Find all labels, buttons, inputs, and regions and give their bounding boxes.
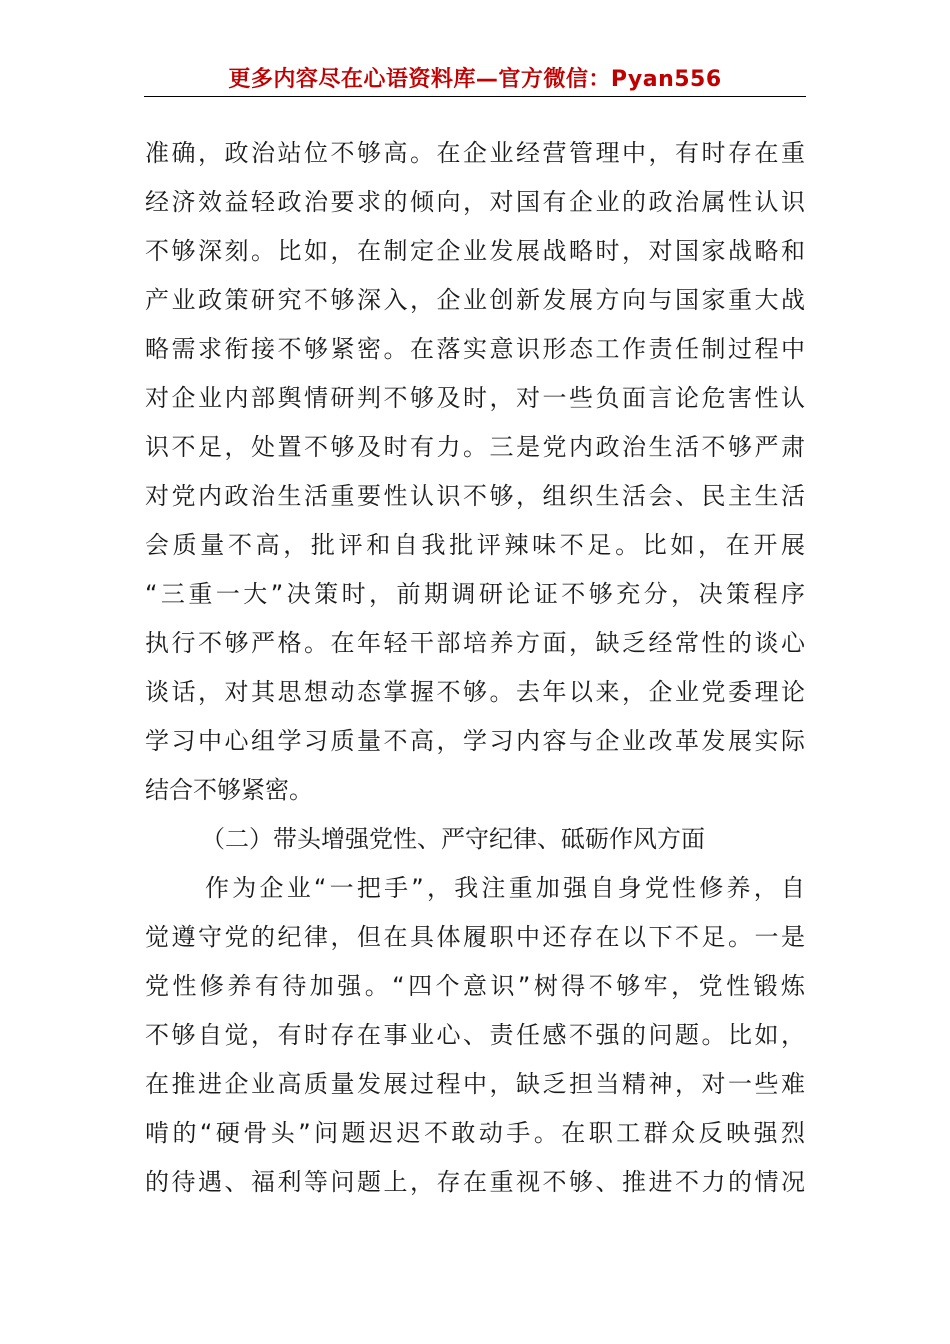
text-line: 会质量不高，批评和自我批评辣味不足。比如，在开展 — [145, 531, 805, 559]
text-line: 不够深刻。比如，在制定企业发展战略时，对国家战略和 — [145, 237, 805, 265]
text-line: 的待遇、福利等问题上，存在重视不够、推进不力的情况 — [145, 1168, 805, 1196]
text-line: 不够自觉，有时存在事业心、责任感不强的问题。比如， — [145, 1021, 805, 1049]
text-line: “三重一大”决策时，前期调研论证不够充分，决策程序 — [145, 580, 805, 608]
text-line: 谈话，对其思想动态掌握不够。去年以来，企业党委理论 — [145, 678, 805, 706]
text-line: 觉遵守党的纪律，但在具体履职中还存在以下不足。一是 — [145, 923, 805, 951]
text-line: 识不足，处置不够及时有力。三是党内政治生活不够严肃 — [145, 433, 805, 461]
text-line: 准确，政治站位不够高。在企业经营管理中，有时存在重 — [145, 139, 805, 167]
text-line: 经济效益轻政治要求的倾向，对国有企业的政治属性认识 — [145, 188, 805, 216]
text-line: 略需求衔接不够紧密。在落实意识形态工作责任制过程中 — [145, 335, 805, 363]
document-body — [145, 129, 805, 1207]
text-line: 作为企业“一把手”，我注重加强自身党性修养，自 — [205, 874, 805, 902]
text-line: 执行不够严格。在年轻干部培养方面，缺乏经常性的谈心 — [145, 629, 805, 657]
text-line: 在推进企业高质量发展过程中，缺乏担当精神，对一些难 — [145, 1070, 805, 1098]
text-line: 结合不够紧密。 — [145, 776, 313, 804]
text-line: 对党内政治生活重要性认识不够，组织生活会、民主生活 — [145, 482, 805, 510]
text-line: 对企业内部舆情研判不够及时，对一些负面言论危害性认 — [145, 384, 805, 412]
text-line: 啃的“硬骨头”问题迟迟不敢动手。在职工群众反映强烈 — [145, 1119, 805, 1147]
section-heading: （二）带头增强党性、严守纪律、砥砺作风方面 — [201, 825, 705, 853]
text-line: 产业政策研究不够深入，企业创新发展方向与国家重大战 — [145, 286, 805, 314]
header-divider — [144, 96, 806, 97]
header-watermark: 更多内容尽在心语资料库—官方微信：Pyan556 — [228, 67, 722, 92]
text-line: 学习中心组学习质量不高，学习内容与企业改革发展实际 — [145, 727, 805, 755]
text-line: 党性修养有待加强。“四个意识”树得不够牢，党性锻炼 — [145, 972, 805, 1000]
